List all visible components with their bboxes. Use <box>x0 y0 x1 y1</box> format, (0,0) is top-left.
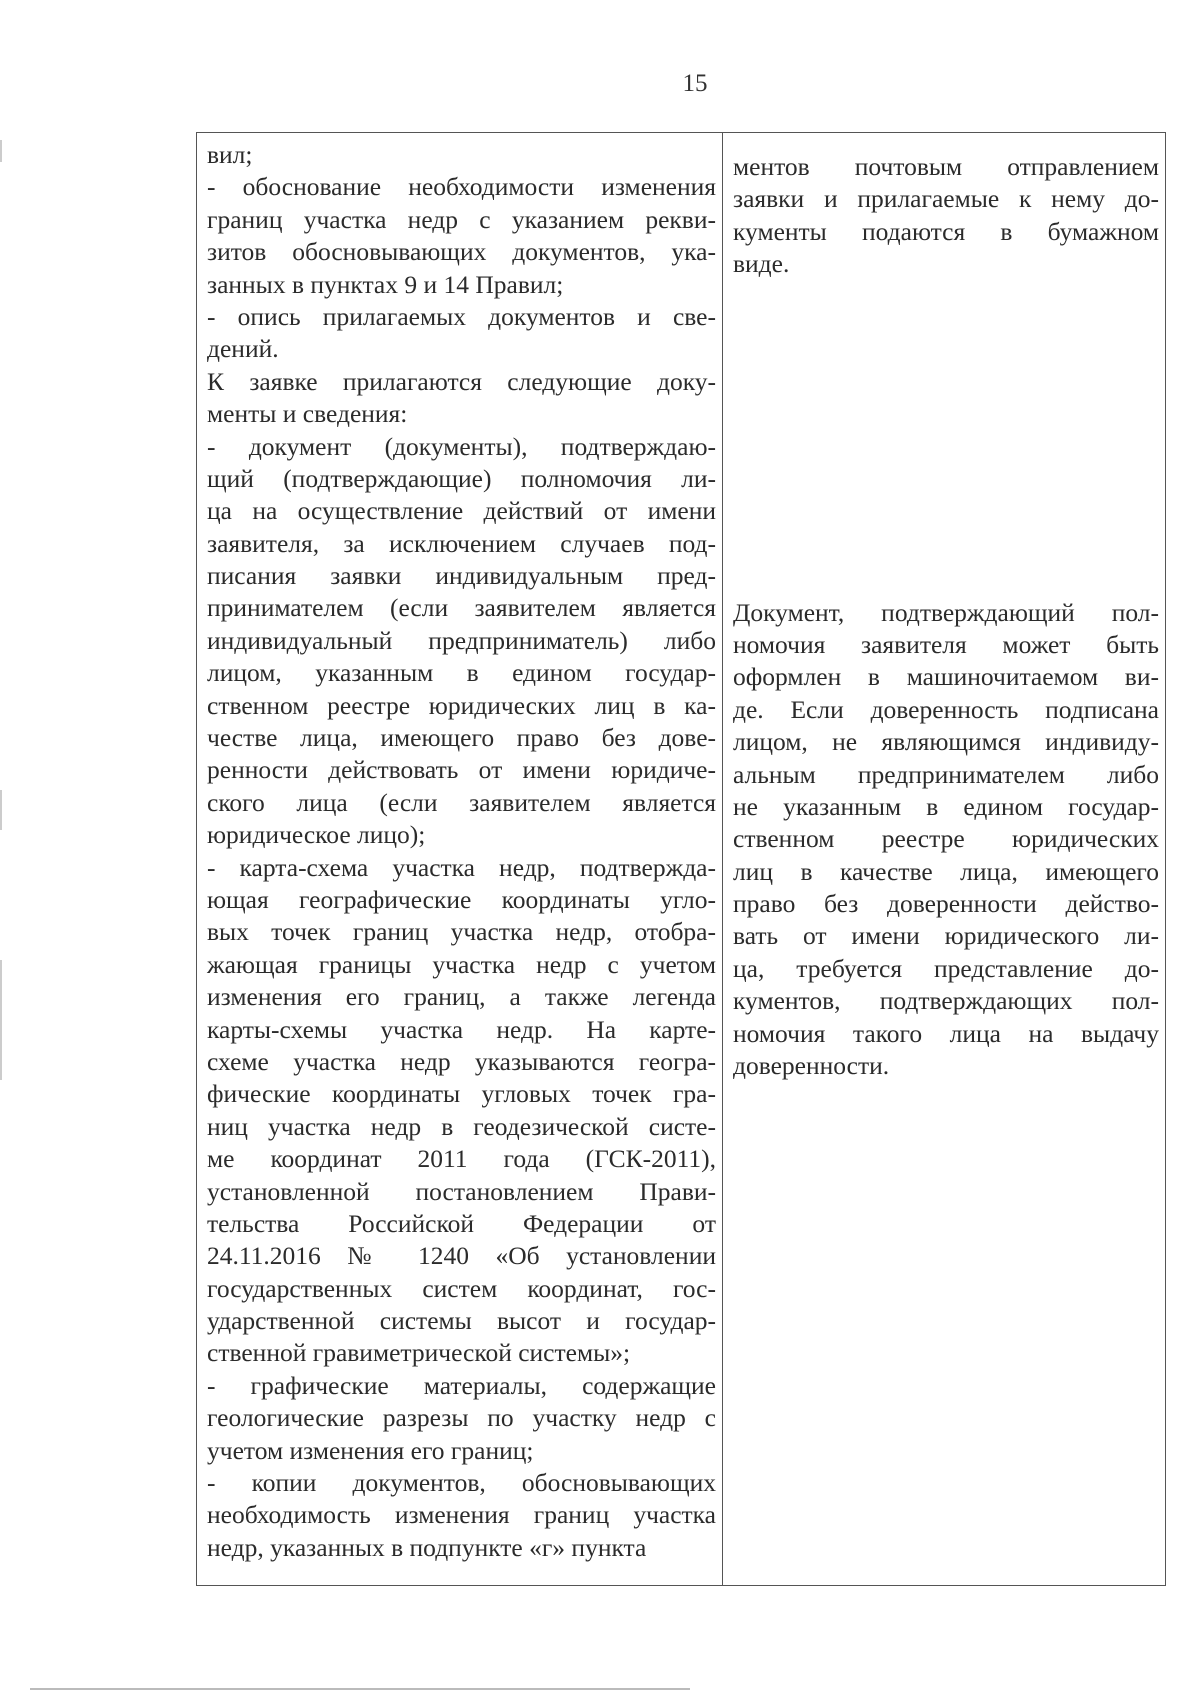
text-line: зитов обосновывающих документов, ука- <box>207 237 716 267</box>
text-line: Документ, подтверждающий пол- <box>733 597 1159 627</box>
cell-gap <box>733 281 1159 597</box>
text-line: ственном реестре юридических лиц в ка- <box>207 690 716 720</box>
text-line: не указанным в едином государ- <box>733 791 1159 821</box>
text-line: - карта-схема участка недр, подтвержда- <box>207 852 716 882</box>
text-line: геологические разрезы по участку недр с <box>207 1403 716 1433</box>
text-line: занных в пунктах 9 и 14 Правил; <box>207 269 564 299</box>
text-line: индивидуальный предприниматель) либо <box>207 625 716 655</box>
text-line: - документ (документы), подтверждаю- <box>207 431 716 461</box>
text-line: - копии документов, обосновывающих <box>207 1468 716 1498</box>
text-line: право без доверенности действо- <box>733 889 1159 919</box>
text-line: лиц в качестве лица, имеющего <box>733 856 1159 886</box>
text-line: границ участка недр с указанием рекви- <box>207 204 716 234</box>
text-line: ме координат 2011 года (ГСК-2011), <box>207 1144 716 1174</box>
scan-mark <box>0 790 2 830</box>
scan-mark <box>0 960 2 1080</box>
text-line: необходимость изменения границ участка <box>207 1500 716 1530</box>
text-line: менты и сведения: <box>207 399 408 429</box>
text-line: альным предпринимателем либо <box>733 759 1159 789</box>
text-line: доверенности. <box>733 1051 890 1081</box>
text-line: - опись прилагаемых документов и све- <box>207 301 716 331</box>
page-number: 15 <box>682 70 708 97</box>
text-line: схеме участка недр указываются геогра- <box>207 1046 716 1076</box>
text-line: карты-схемы участка недр. На карте- <box>207 1014 716 1044</box>
text-line: щий (подтверждающие) полномочия ли- <box>207 463 716 493</box>
text-line: - графические материалы, содержащие <box>207 1370 716 1400</box>
text-line: кументов, подтверждающих пол- <box>733 986 1159 1016</box>
scan-mark <box>0 140 2 162</box>
requirements-table <box>196 132 1166 1586</box>
text-line: кументы подаются в бумажном <box>733 216 1159 246</box>
table-cell-right <box>723 133 1165 1585</box>
scan-edge-line <box>30 1688 690 1690</box>
text-line: 24.11.2016 № 1240 «Об установлении <box>207 1241 716 1271</box>
text-line: изменения его границ, а также легенда <box>207 982 716 1012</box>
text-line: ственной гравиметрической системы»; <box>207 1338 631 1368</box>
text-line: де. Если доверенность подписана <box>733 694 1159 724</box>
text-line: вил; <box>207 140 253 169</box>
text-line: ского лица (если заявителем является <box>207 787 716 817</box>
text-line: ренности действовать от имени юридиче- <box>207 755 716 785</box>
text-line: оформлен в машиночитаемом ви- <box>733 662 1159 692</box>
text-line: государственных систем координат, гос- <box>207 1273 716 1303</box>
text-line: ющая географические координаты угло- <box>207 884 716 914</box>
text-line: виде. <box>733 249 790 279</box>
text-line: номочия такого лица на выдачу <box>733 1018 1159 1048</box>
text-line: ственном реестре юридических <box>733 824 1159 854</box>
text-line: ударственной системы высот и государ- <box>207 1306 716 1336</box>
text-line: юридическое лицо); <box>207 820 426 850</box>
text-line: тельства Российской Федерации от <box>207 1208 716 1238</box>
text-line: заявки и прилагаемые к нему до- <box>733 184 1159 214</box>
text-line: вать от имени юридического ли- <box>733 921 1159 951</box>
text-line: - обоснование необходимости изменения <box>207 172 716 202</box>
text-line: ца на осуществление действий от имени <box>207 496 716 526</box>
text-line: К заявке прилагаются следующие доку- <box>207 366 716 396</box>
text-line: принимателем (если заявителем является <box>207 593 716 623</box>
text-line: лицом, не являющимся индивиду- <box>733 727 1159 757</box>
text-line: фические координаты угловых точек гра- <box>207 1079 716 1109</box>
table-cell-left <box>197 133 723 1585</box>
text-line: учетом изменения его границ; <box>207 1435 534 1465</box>
text-line: вых точек границ участка недр, отобра- <box>207 917 716 947</box>
text-line: ниц участка недр в геодезической систе- <box>207 1111 716 1141</box>
text-line: честве лица, имеющего право без дове- <box>207 723 716 753</box>
text-line: номочия заявителя может быть <box>733 629 1159 659</box>
text-line: жающая границы участка недр с учетом <box>207 949 716 979</box>
text-line: ментов почтовым отправлением <box>733 152 1159 181</box>
text-line: недр, указанных в подпункте «г» пункта <box>207 1532 647 1562</box>
text-line: заявителя, за исключением случаев под- <box>207 528 716 558</box>
text-line: лицом, указанным в едином государ- <box>207 658 716 688</box>
text-line: установленной постановлением Прави- <box>207 1176 716 1206</box>
text-line: дений. <box>207 334 279 364</box>
text-line: писания заявки индивидуальным пред- <box>207 561 716 591</box>
text-line: ца, требуется представление до- <box>733 953 1159 983</box>
